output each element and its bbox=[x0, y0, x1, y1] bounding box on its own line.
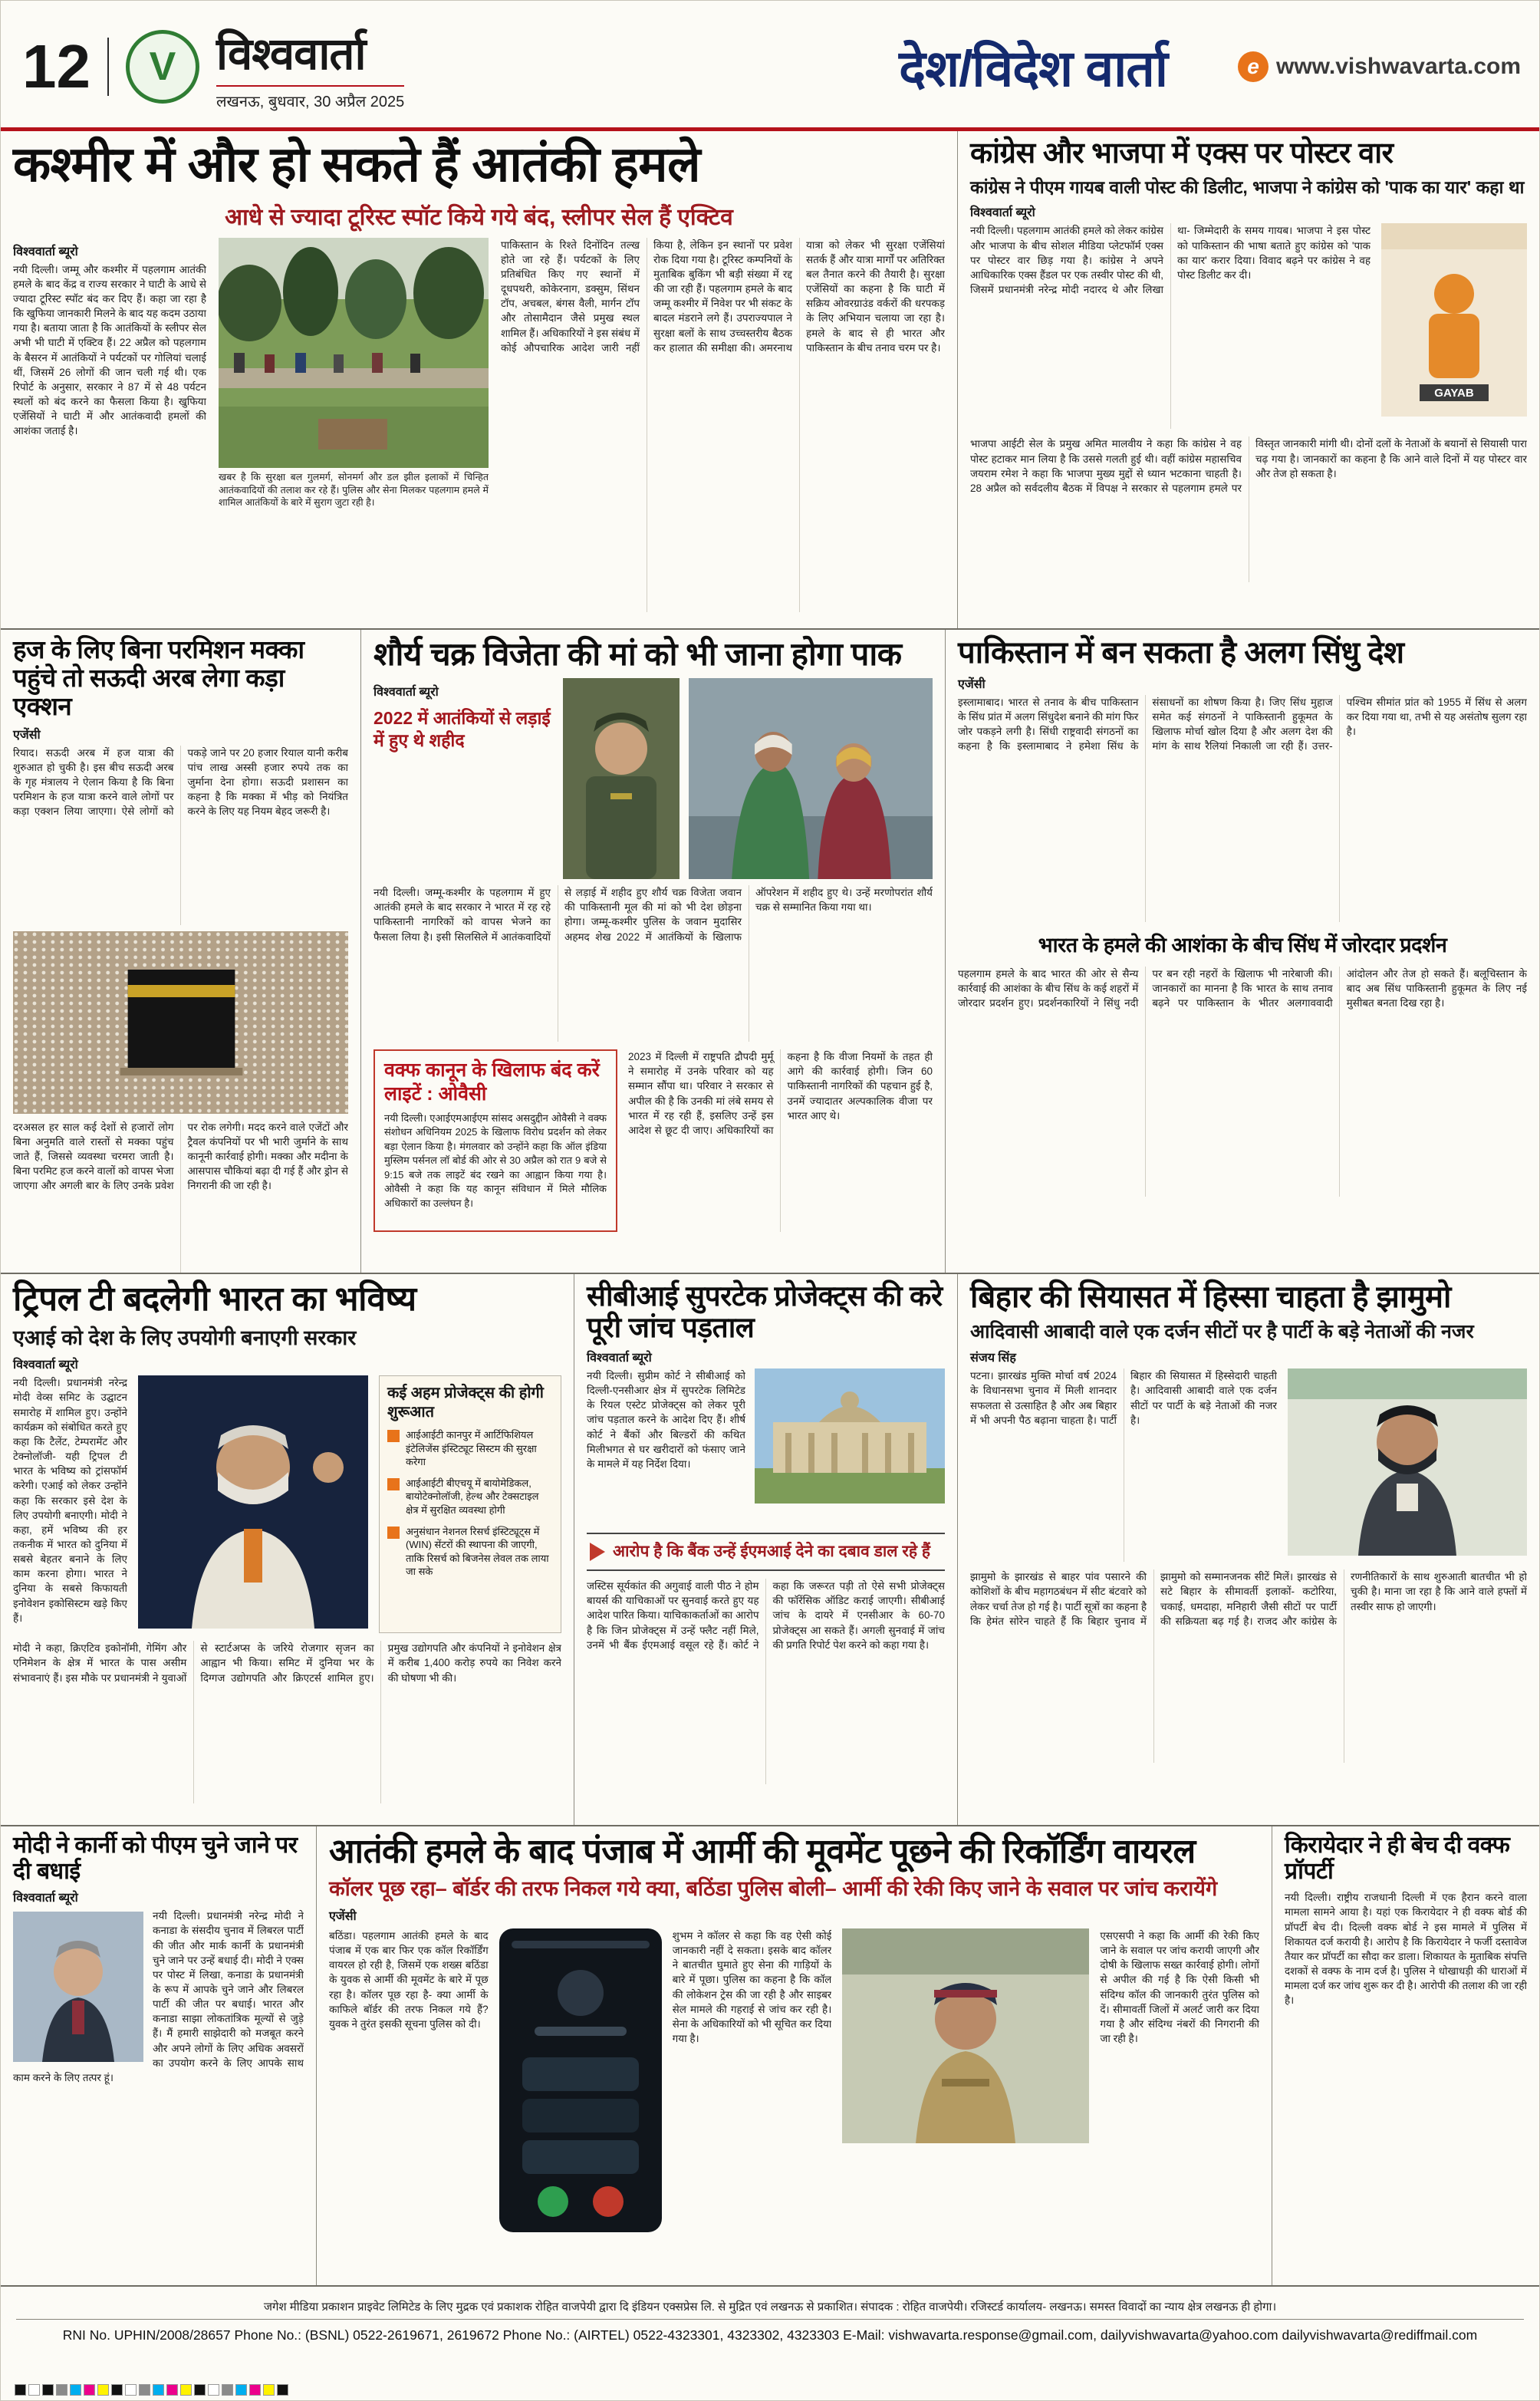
hemant-soren-photo-figure bbox=[1288, 1368, 1527, 1556]
cbi-top-row bbox=[587, 1368, 945, 1525]
article-shaurya-chakra bbox=[361, 630, 946, 1273]
modi-photo-art bbox=[138, 1375, 368, 1629]
police-officer-photo-figure bbox=[842, 1928, 1089, 2143]
ttt-box-item-text: आईआईटी बीएचयू में बायोमेडिकल, बायोटेक्नोलॉजी, हेल्थ और टेक्सटाइल क्षेत्र में सुरक्षित व्यवस्था होगी bbox=[406, 1477, 539, 1516]
carney-photo-art bbox=[13, 1912, 143, 2062]
poster-war-subhead: कांग्रेस ने पीएम गायब वाली पोस्ट की डिलीट, भाजपा ने कांग्रेस को 'पाक का यार' कहा था bbox=[970, 176, 1525, 197]
jmm-top-row bbox=[970, 1368, 1527, 1562]
poster-war-top bbox=[970, 223, 1527, 429]
gayab-poster-art bbox=[1381, 223, 1527, 417]
shaurya-byline: विश्ववार्ता ब्यूरो bbox=[373, 686, 439, 700]
ttt-box-list bbox=[387, 1428, 553, 1578]
supreme-court-photo-art bbox=[755, 1368, 945, 1504]
ttt-box-title: कई अहम प्रोजेक्ट्स की होगी शुरूआत bbox=[387, 1385, 544, 1421]
lead-subhead: आधे से ज्यादा टूरिस्ट स्पॉट किये गये बंद, स्लीपर सेल हैं एक्टिव bbox=[225, 204, 733, 230]
logo-letter: V bbox=[149, 44, 176, 89]
owaisi-body: नयी दिल्ली। एआईएमआईएम सांसद असदुद्दीन ओवैसी ने वक्फ संशोधन अधिनियम 2025 के खिलाफ विरोध प्रदर्शन को लेकर बड़ा ऐलान किया है। मंगलवार को उन्होंने कहा कि ऑल इंडिया मुस्लिम पर्सनल लॉ बोर्ड की ओर से 30 अप्रैल को रात 9 बजे से 9:15 बजे तक लाइटें बंद रखने का आह्वान किया गया है। ओवैसी ने कहा कि यह कानून संविधान में मिले मौलिक अधिकारों का उल्लंघन है। bbox=[384, 1112, 607, 1209]
haj-headline: हज के लिए बिना परमिशन मक्का पहुंचे तो सऊदी अरब लेगा कड़ा एक्शन bbox=[13, 635, 304, 720]
masthead bbox=[1, 1, 1539, 131]
bullet-icon bbox=[387, 1478, 400, 1490]
jmm-subhead: आदिवासी आबादी वाले एक दर्जन सीटों पर है पार्टी के बड़े नेताओं की नजर bbox=[970, 1320, 1474, 1342]
paper-name: विश्ववार्ता bbox=[216, 29, 366, 79]
punjab-body-mid: शुभम ने कॉलर से कहा कि वह ऐसी कोई जानकारी नहीं दे सकता। इसके बाद कॉलर ने बातचीत घुमाते हुए सेना की गाड़ियों के बारे में पूछा। पुलिस का कहना है कि कॉल की लोकेशन ट्रेस की जा रही है और साइबर सेल मामले की गहराई से जांच कर रही है। सेना के अधिकारियों को भी सूचित कर दिया गया है। bbox=[672, 1930, 832, 2045]
ttt-byline: विश्ववार्ता ब्यूरो bbox=[13, 1359, 78, 1372]
carney-photo-figure bbox=[13, 1912, 143, 2062]
tenant-headline: किरायेदार ने ही बेच दी वक्फ प्रॉपर्टी bbox=[1285, 1833, 1510, 1884]
article-cbi-supertech bbox=[574, 1274, 958, 1825]
hemant-soren-photo-art bbox=[1288, 1368, 1527, 1556]
masthead-title-block bbox=[216, 21, 404, 111]
poster-war-body: नयी दिल्ली। पहलगाम आतंकी हमले को लेकर कांग्रेस और भाजपा के बीच सोशल मीडिया प्लेटफॉर्म एक्स पर पोस्टर वार छिड़ गया है। कांग्रेस ने अपने आधिकारिक एक्स हैंडल पर एक तस्वीर पोस्ट की थी, जिसमें प्रधानमंत्री नरेन्द्र मोदी नदारद थे और लिखा था- जिम्मेदारी के समय गायब। भाजपा ने इस पोस्ट को पाकिस्तान की भाषा बताते हुए कांग्रेस को 'पाक का यार' करार दिया। विवाद बढ़ने पर कांग्रेस ने वह पोस्ट डिलीट कर दी। bbox=[970, 225, 1371, 296]
lead-headline: कश्मीर में और हो सकते हैं आतंकी हमले bbox=[13, 137, 700, 192]
cbi-headline: सीबीआई सुपरटेक प्रोजेक्ट्स की करे पूरी जांच पड़ताल bbox=[587, 1280, 943, 1344]
page-number: 12 bbox=[19, 38, 109, 96]
tenant-body: नयी दिल्ली। राष्ट्रीय राजधानी दिल्ली में एक हैरान करने वाला मामला सामने आया है। यहां एक किरायेदार ने ही वक्फ बोर्ड की प्रॉपर्टी बेच दी। दिल्ली वक्फ बोर्ड ने इस मामले में पुलिस में शिकायत दर्ज करायी है। आरोप है कि किरायेदार ने फर्जी दस्तावेज तैयार कर प्रॉपर्टी का सौदा कर डाला। शिकायत के मुताबिक संपत्ति दशकों से वक्फ के नाम दर्ज है। पुलिस ने धोखाधड़ी की धाराओं में मामला दर्ज कर जांच शुरू कर दी है। आरोपी की तलाश की जा रही है। bbox=[1285, 1892, 1527, 2007]
punjab-body-right: एसएसपी ने कहा कि आर्मी की रेकी किए जाने के सवाल पर जांच करायी जाएगी और दोषी के खिलाफ सख्त कार्रवाई होगी। लोगों से अपील की गई है कि ऐसी किसी भी संदिग्ध कॉल की जानकारी तुरंत पुलिस को दें। सीमावर्ती जिलों में अलर्ट जारी कर दिया गया है और संदिग्ध नंबरों की निगरानी की जा रही है। bbox=[1100, 1930, 1260, 2045]
lead-body-left: नयी दिल्ली। जम्मू और कश्मीर में पहलगाम आतंकी हमले के बाद केंद्र व राज्य सरकार ने घाटी के आधे से ज्यादा टूरिस्ट स्पॉट बंद कर दिए हैं। कहा जा रहा है कि खुफिया जानकारी मिलने के बाद यह कदम उठाया गया है। बताया जाता है कि आतंकियों के स्लीपर सेल अभी भी घाटी में एक्टिव हैं। 22 अप्रैल को पहलगाम के बैसरन में आतंकियों ने पर्यटकों पर गोलियां चलाई थीं, जिसमें 26 लोगों की जान चली गई थी। एक रिपोर्ट के अनुसार, सरकार ने 87 में से 48 पर्यटन स्थलों को बंद करने का फैसला किया है। खुफिया एजेंसियों ने घाटी में और आतंकवादी हमलों की आशंका जताई है। bbox=[13, 263, 206, 437]
lead-byline: विश्ववार्ता ब्यूरो bbox=[13, 245, 78, 259]
president-ceremony-art bbox=[689, 678, 933, 879]
article-kashmir-attacks bbox=[1, 131, 958, 628]
shaurya-kicker: 2022 में आतंकियों से लड़ाई में हुए थे शहीद bbox=[373, 708, 551, 750]
lead-row bbox=[1, 131, 1539, 630]
kashmir-garden-photo-art bbox=[219, 238, 489, 468]
punjab-headline: आतंकी हमले के बाद पंजाब में आर्मी की मूवमेंट पूछने की रिकॉर्डिंग वायरल bbox=[329, 1833, 1196, 1870]
kashmir-garden-photo bbox=[219, 238, 489, 468]
bullet-icon bbox=[387, 1527, 400, 1539]
lead-photo-caption: खबर है कि सुरक्षा बल गुलमर्ग, सोनमर्ग और डल झील इलाकों में चिन्हित आतंकवादियों की तलाश कर रहे हैं। पुलिस और सेना मिलकर पहलगाम हमले में शामिल आतंकियों के बारे में सुराग जुटा रही है। bbox=[219, 471, 489, 509]
owaisi-headline: वक्फ कानून के खिलाफ बंद करें लाइटें : ओवैसी bbox=[384, 1059, 600, 1105]
ttt-box-item-text: आईआईटी कानपुर में आर्टिफिशियल इंटेलिजेंस इंस्टिट्यूट सिस्टम की सुरक्षा करेगा bbox=[406, 1429, 537, 1468]
owaisi-box bbox=[373, 1049, 617, 1232]
lead-body-right: पाकिस्तान के रिश्ते दिनोंदिन तल्ख होते जा रहे हैं। पर्यटकों के लिए प्रतिबंधित किए गए स्थानों में दूधपथरी, कोकेरनाग, डक्सुम, सिंथन टॉप, अचबल, बंगस वैली, मार्गन टॉप और तोसामैदान जैसे प्रमुख स्थल शामिल हैं। अधिकारियों ने इस संबंध में कोई औपचारिक आदेश जारी नहीं किया है, लेकिन इन स्थानों पर प्रवेश रोक दिया गया है। टूरिस्ट कम्पनियों के मुताबिक बुकिंग भी बड़ी संख्या में रद्द की जा रही हैं। पहलगाम हमले के बाद जम्मू कश्मीर में निवेश पर भी संकट के बादल मंडराने लगे हैं। उपराज्यपाल ने सुरक्षा बलों के साथ उच्चस्तरीय बैठक कर हालात की समीक्षा की। अमरनाथ यात्रा को लेकर भी सुरक्षा एजेंसियां सतर्क हैं और यात्रा मार्गों पर अतिरिक्त बल तैनात करने की तैयारी है। सुरक्षा एजेंसियों का कहना है कि घाटी में सक्रिय ओवरग्राउंड वर्करों की धरपकड़ के लिए अभियान चलाया जा रहा है। हमले के बाद से ही भारत और पाकिस्तान के बीच तनाव चरम पर है। bbox=[501, 239, 945, 354]
shaurya-headline: शौर्य चक्र विजेता की मां को भी जाना होगा पाक bbox=[373, 636, 902, 672]
ttt-body2: मोदी ने कहा, क्रिएटिव इकोनॉमी, गेमिंग और एनिमेशन के क्षेत्र में भारत के पास असीम संभावनाएं हैं। इस मौके पर प्रधानमंत्री ने युवाओं से स्टार्टअप्स के जरिये रोजगार सृजन का आह्वान भी किया। समिट में दुनिया भर के दिग्गज उद्योगपति और क्रिएटर्स शामिल हुए। प्रमुख उद्योगपति और कंपनियों ने इनोवेशन क्षेत्र में करीब 1,400 करोड़ रुपये का निवेश करने की घोषणा भी की। bbox=[13, 1642, 561, 1684]
poster-war-byline: विश्ववार्ता ब्यूरो bbox=[970, 206, 1035, 220]
website-e-icon: e bbox=[1238, 51, 1269, 82]
pullquote-arrow-icon bbox=[590, 1543, 605, 1561]
jmm-body2: झामुमो के झारखंड से बाहर पांव पसारने की कोशिशों के बीच महागठबंधन में सीट बंटवारे को लेकर चर्चा तेज हो गई है। पार्टी सूत्रों का कहना है कि हेमंत सोरेन चाहते हैं कि बिहार चुनाव में झामुमो को सम्मानजनक सीटें मिलें। झारखंड से सटे बिहार के सीमावर्ती इलाकों- कटोरिया, चकाई, धमदाहा, मनिहारी जैसी सीटों पर पार्टी की सक्रियता बढ़ गई है। राजद और कांग्रेस के रणनीतिकारों के साथ शुरुआती बातचीत भी हो चुकी है। माना जा रहा है कि आने वाले हफ्तों में तस्वीर साफ हो जाएगी। bbox=[970, 1571, 1527, 1627]
ttt-body: नयी दिल्ली। प्रधानमंत्री नरेन्द्र मोदी वेव्स समिट के उद्घाटन समारोह में शामिल हुए। उन्होंने कार्यक्रम को संबोधित करते हुए कहा कि टैलेंट, टेम्परामेंट और टेक्नोलॉजी- यही ट्रिपल टी भारत के भविष्य को ट्रांसफॉर्म करेगी। एआई को लेकर उन्होंने कहा कि सरकार इसे देश के लिए उपयोगी बनाएगी। मोदी ने कहा, हमें भविष्य की हर तकनीक में भारत को दुनिया में सबसे बेहतर बनाने के लिए काम करना होगा। भारत ने दुनिया के सबसे किफायती इनोवेशन इकोसिस्टम खड़े किए हैं। bbox=[13, 1377, 127, 1624]
bottom-row bbox=[1, 1826, 1539, 2287]
haj-body-top: रियाद। सऊदी अरब में हज यात्रा की शुरुआत हो चुकी है। इस बीच सऊदी अरब के गृह मंत्रालय ने ऐलान किया है कि बिना परमिशन के हज यात्रा करने वाले लोगों पर कड़ा एक्शन लिया जाएगा। ऐसे लोगों को पकड़े जाने पर 20 हजार रियाल यानी करीब पांच लाख अस्सी हजार रुपये तक का जुर्माना देना होगा। सऊदी प्रशासन का कहना है कि मक्का में भीड़ को नियंत्रित करने के लिए यह नियम बेहद जरूरी है। bbox=[13, 746, 348, 818]
footer bbox=[1, 2287, 1539, 2401]
shaurya-body: नयी दिल्ली। जम्मू-कश्मीर के पहलगाम में हुए आतंकी हमले के बाद सरकार ने भारत में रह रहे पाकिस्तानी नागरिकों को वापस भेजने का फैसला लिया है। इसी सिलसिले में आतंकवादियों से लड़ाई में शहीद हुए शौर्य चक्र विजेता जवान की पाकिस्तानी मूल की मां को भी देश छोड़ना होगा। जम्मू-कश्मीर पुलिस के जवान मुदासिर अहमद शेख 2022 में आतंकियों के खिलाफ ऑपरेशन में शहीद हुए थे। उन्हें मरणोपरांत शौर्य चक्र से सम्मानित किया गया था। bbox=[373, 887, 933, 943]
edition-line: लखनऊ, बुधवार, 30 अप्रैल 2025 bbox=[216, 85, 404, 111]
ttt-box-item bbox=[387, 1428, 553, 1469]
article-punjab-recording bbox=[317, 1826, 1272, 2285]
ttt-box-item-text: अनुसंधान नेशनल रिसर्च इंस्टिट्यूट्स में (WIN) सेंटरों की स्थापना की जाएगी, ताकि रिसर्च को बिजनेस लेवल तक लाया जा सके bbox=[406, 1525, 549, 1578]
ttt-box-item bbox=[387, 1477, 553, 1517]
article-jmm-bihar bbox=[958, 1274, 1539, 1825]
shaurya-left-col bbox=[373, 678, 554, 879]
sindh-headline: पाकिस्तान में बन सकता है अलग सिंधु देश bbox=[958, 636, 1404, 670]
cbi-byline: विश्ववार्ता ब्यूरो bbox=[587, 1351, 652, 1365]
lead-content bbox=[13, 238, 945, 612]
article-poster-war bbox=[958, 131, 1539, 628]
ttt-subhead: एआई को देश के लिए उपयोगी बनाएगी सरकार bbox=[13, 1326, 357, 1350]
article-haj-saudi bbox=[1, 630, 361, 1273]
ttt-projects-box bbox=[379, 1375, 561, 1633]
soldier-portrait-figure bbox=[563, 678, 680, 879]
cbi-body2: जस्टिस सूर्यकांत की अगुवाई वाली पीठ ने होम बायर्स की याचिकाओं पर सुनवाई करते हुए यह आदेश पारित किया। याचिकाकर्ताओं का आरोप है कि जिन प्रोजेक्ट्स में उन्हें फ्लैट नहीं मिले, उनमें भी बैंक ईएमआई वसूल रहे हैं। कोर्ट ने कहा कि जरूरत पड़ी तो ऐसे सभी प्रोजेक्ट्स की फॉरेंसिक ऑडिट कराई जाएगी। सीबीआई जांच के दायरे में एनसीआर के 60-70 प्रोजेक्ट्स आ सकते हैं। अगली सुनवाई में जांच की प्रगति रिपोर्ट पेश करने को कहा गया है। bbox=[587, 1580, 945, 1651]
carney-byline: विश्ववार्ता ब्यूरो bbox=[13, 1892, 78, 1905]
soldier-portrait-art bbox=[563, 678, 680, 879]
punjab-subhead: कॉलर पूछ रहा– बॉर्डर की तरफ निकल गये क्या, बठिंडा पुलिस बोली– आर्मी की रेकी किए जाने के सवाल पर जांच करायेंगे bbox=[329, 1877, 1218, 1901]
cbi-pullquote bbox=[587, 1533, 945, 1571]
shaurya-body2: 2023 में दिल्ली में राष्ट्रपति द्रौपदी मुर्मू ने समारोह में उनके परिवार को यह सम्मान सौंपा था। परिवार ने सरकार से अपील की है कि उनकी मां लंबे समय से भारत में रह रही हैं, इसलिए उन्हें इस आदेश से छूट दी जाए। अधिकारियों का कहना है कि वीजा नियमों के तहत ही आगे की कार्रवाई होगी। जिन 60 पाकिस्तानी नागरिकों की पहचान हुई है, उनमें ज्यादातर अल्पकालिक वीजा पर भारत आए थे। bbox=[628, 1051, 933, 1136]
call-screenshot-art bbox=[499, 1928, 662, 2232]
website-block bbox=[1238, 51, 1521, 82]
jmm-headline: बिहार की सियासत में हिस्सा चाहता है झामुमो bbox=[970, 1280, 1451, 1314]
third-row bbox=[1, 1274, 1539, 1826]
ttt-middle-row bbox=[13, 1375, 561, 1633]
sindh-sub-headline: भारत के हमले की आशंका के बीच सिंध में जोरदार प्रदर्शन bbox=[1038, 933, 1447, 957]
cbi-pullquote-text: आरोप है कि बैंक उन्हें ईएमआई देने का दबाव डाल रहे हैं bbox=[613, 1542, 931, 1560]
lead-column-left bbox=[13, 238, 206, 612]
call-screenshot-figure bbox=[499, 1928, 662, 2232]
article-triple-t bbox=[1, 1274, 574, 1825]
carney-body: नयी दिल्ली। प्रधानमंत्री नरेन्द्र मोदी ने कनाडा के संसदीय चुनाव में लिबरल पार्टी की जीत और मार्क कार्नी के प्रधानमंत्री चुने जाने पर उन्हें बधाई दी। मोदी ने एक्स पर पोस्ट में लिखा, कनाडा के प्रधानमंत्री के रूप में आपके चुने जाने और लिबरल पार्टी की जीत पर बधाई। भारत और कनाडा साझा लोकतांत्रिक मूल्यों से जुड़े हैं। मैं हमारी साझेदारी को मजबूत करने और अपने लोगों के लिए अधिक अवसरों का उपयोग करने के लिए आपके साथ काम करने के लिए तत्पर हूं। bbox=[13, 1910, 304, 2083]
carney-headline: मोदी ने कार्नी को पीएम चुने जाने पर दी बधाई bbox=[13, 1833, 298, 1884]
punjab-body-left: बठिंडा। पहलगाम आतंकी हमले के बाद पंजाब में एक बार फिर एक कॉल रिकॉर्डिंग वायरल हो रही है, जिसमें एक शख्स बठिंडा के युवक से आर्मी की मूवमेंट के बारे में पूछ रहा है। कॉलर पूछ रहा है- क्या आर्मी के काफिले बॉर्डर की तरफ निकल गये हैं? युवक ने तुरंत इसकी सूचना पुलिस को दी। bbox=[329, 1930, 489, 2030]
punjab-byline: एजेंसी bbox=[329, 1910, 357, 1924]
gayab-poster-figure bbox=[1381, 223, 1527, 417]
supreme-court-photo-figure bbox=[755, 1368, 945, 1504]
haj-byline: एजेंसी bbox=[13, 728, 41, 742]
article-modi-carney bbox=[1, 1826, 317, 2285]
ttt-headline: ट्रिपल टी बदलेगी भारत का भविष्य bbox=[13, 1280, 416, 1318]
kaaba-photo-figure bbox=[13, 931, 348, 1114]
poster-war-body2: भाजपा आईटी सेल के प्रमुख अमित मालवीय ने कहा कि कांग्रेस ने वह पोस्ट हटाकर मान लिया है कि उससे गलती हुई थी। वहीं कांग्रेस महासचिव जयराम रमेश ने कहा कि भाजपा मुख्य मुद्दों से ध्यान भटकाना चाहती है। 28 अप्रैल को सर्वदलीय बैठक में विपक्ष ने सरकार से पहलगाम हमले पर विस्तृत जानकारी मांगी थी। दोनों दलों के नेताओं के बयानों से सियासी पारा चढ़ गया है। जानकारों का कहना है कि आने वाले दिनों में यह पोस्टर वार और तेज हो सकता है। bbox=[970, 438, 1527, 494]
publisher-line: जगेश मीडिया प्रकाशन प्राइवेट लिमिटेड के लिए मुद्रक एवं प्रकाशक रोहित वाजपेयी द्वारा दि इंडियन एक्सप्रेस लि. से मुद्रित एवं लखनऊ से प्रकाशित। संपादक : रोहित वाजपेयी। रजिस्टर्ड कार्यालय- लखनऊ। समस्त विवादों का न्याय क्षेत्र लखनऊ ही होगा। bbox=[16, 2293, 1524, 2320]
modi-photo-figure bbox=[138, 1375, 368, 1629]
shaurya-image-row bbox=[373, 678, 933, 879]
sindh-body: इस्लामाबाद। भारत से तनाव के बीच पाकिस्तान के सिंध प्रांत में अलग सिंधुदेश बनाने की मांग फिर जोर पकड़ने लगी है। सिंधी राष्ट्रवादी संगठनों का कहना है कि इस्लामाबाद ने हमेशा सिंध के संसाधनों का शोषण किया है। जिए सिंध मुहाज समेत कई संगठनों ने पाकिस्तानी हुकूमत के खिलाफ मोर्चा खोल दिया है और अलग देश की मांग के साथ रैलियां निकाली जा रही हैं। उत्तर-पश्चिम सीमांत प्रांत को 1955 में सिंध से अलग कर दिया गया था, तभी से यह असंतोष सुलग रहा है। bbox=[958, 696, 1527, 753]
section-title: देश/विदेश वार्ता bbox=[899, 39, 1167, 97]
article-sindhu-desh bbox=[946, 630, 1539, 1273]
police-officer-photo-art bbox=[842, 1928, 1089, 2143]
jmm-byline: संजय सिंह bbox=[970, 1352, 1016, 1365]
article-tenant-waqf bbox=[1272, 1826, 1539, 2285]
kaaba-photo-art bbox=[13, 931, 348, 1114]
poster-war-headline: कांग्रेस और भाजपा में एक्स पर पोस्टर वार bbox=[970, 137, 1394, 170]
lead-photo-figure bbox=[219, 238, 489, 612]
cbi-body: नयी दिल्ली। सुप्रीम कोर्ट ने सीबीआई को दिल्ली-एनसीआर क्षेत्र में सुपरटेक लिमिटेड के रियल एस्टेट प्रोजेक्ट्स को लेकर पूरी जांच पड़ताल करने के आदेश दिए हैं। शीर्ष कोर्ट ने बैंकों और बिल्डरों की कथित मिलीभगत से घर खरीदारों को फंसाए जाने के मामले में यह निर्देश दिया। bbox=[587, 1369, 745, 1470]
haj-body-bottom: दरअसल हर साल कई देशों से हजारों लोग बिना अनुमति वाले रास्तों से मक्का पहुंच जाते हैं, जिससे व्यवस्था चरमरा जाती है। बिना परमिट हज करने वालों को वापस भेजा जाएगा और अगली बार के लिए उनके प्रवेश पर रोक लगेगी। मदद करने वाले एजेंटों और ट्रैवल कंपनियों पर भी भारी जुर्माने के साथ कानूनी कार्रवाई होगी। मक्का और मदीना के आसपास चौकियां बढ़ा दी गई हैं और ड्रोन से निगरानी की जा रही है। bbox=[13, 1121, 348, 1192]
bullet-icon bbox=[387, 1430, 400, 1442]
punjab-content bbox=[329, 1928, 1259, 2241]
paper-logo-icon bbox=[126, 30, 199, 104]
shaurya-bottom-row bbox=[373, 1049, 933, 1232]
carney-body-wrap bbox=[13, 1909, 304, 2255]
rni-line: RNI No. UPHIN/2008/28657 Phone No.: (BSNL) 0522-2619671, 2619672 Phone No.: (AIRTEL) 0522-4323301, 4323302, 4323303 E-Mail: vishwavarta.response@gmail.com, dailyvishwavarta@yahoo.com dailyvishwavarta@rediffmail.com bbox=[62, 2327, 1478, 2343]
sindh-sub-body: पहलगाम हमले के बाद भारत की ओर से सैन्य कार्रवाई की आशंका के बीच सिंध के कई शहरों में जोरदार प्रदर्शन हुए। प्रदर्शनकारियों ने सिंधु नदी पर बन रही नहरों के खिलाफ भी नारेबाजी की। जानकारों का मानना है कि भारत के साथ तनाव बढ़ने पर पाकिस्तान के भीतर अलगाववादी आंदोलन और तेज हो सकते हैं। बलूचिस्तान के बाद अब सिंध पाकिस्तानी हुकूमत के लिए नई मुसीबत बनता दिख रहा है। bbox=[958, 967, 1527, 1009]
ttt-box-item bbox=[387, 1525, 553, 1579]
svg-text:GAYAB: GAYAB bbox=[1434, 387, 1474, 400]
print-registration-marks bbox=[15, 2384, 288, 2396]
website-url: www.vishwavarta.com bbox=[1275, 53, 1521, 79]
jmm-body: पटना। झारखंड मुक्ति मोर्चा वर्ष 2024 के विधानसभा चुनाव में मिली शानदार सफलता से उत्साहित है और अब बिहार में भी अपनी पैठ बढ़ाना चाहता है। पार्टी बिहार की सियासत में हिस्सेदारी चाहती है। आदिवासी आबादी वाले एक दर्जन सीटों पर पार्टी के बड़े नेताओं की नजर है। bbox=[970, 1370, 1277, 1426]
middle-row bbox=[1, 630, 1539, 1274]
sindh-byline: एजेंसी bbox=[958, 677, 986, 691]
president-ceremony-figure bbox=[689, 678, 933, 879]
